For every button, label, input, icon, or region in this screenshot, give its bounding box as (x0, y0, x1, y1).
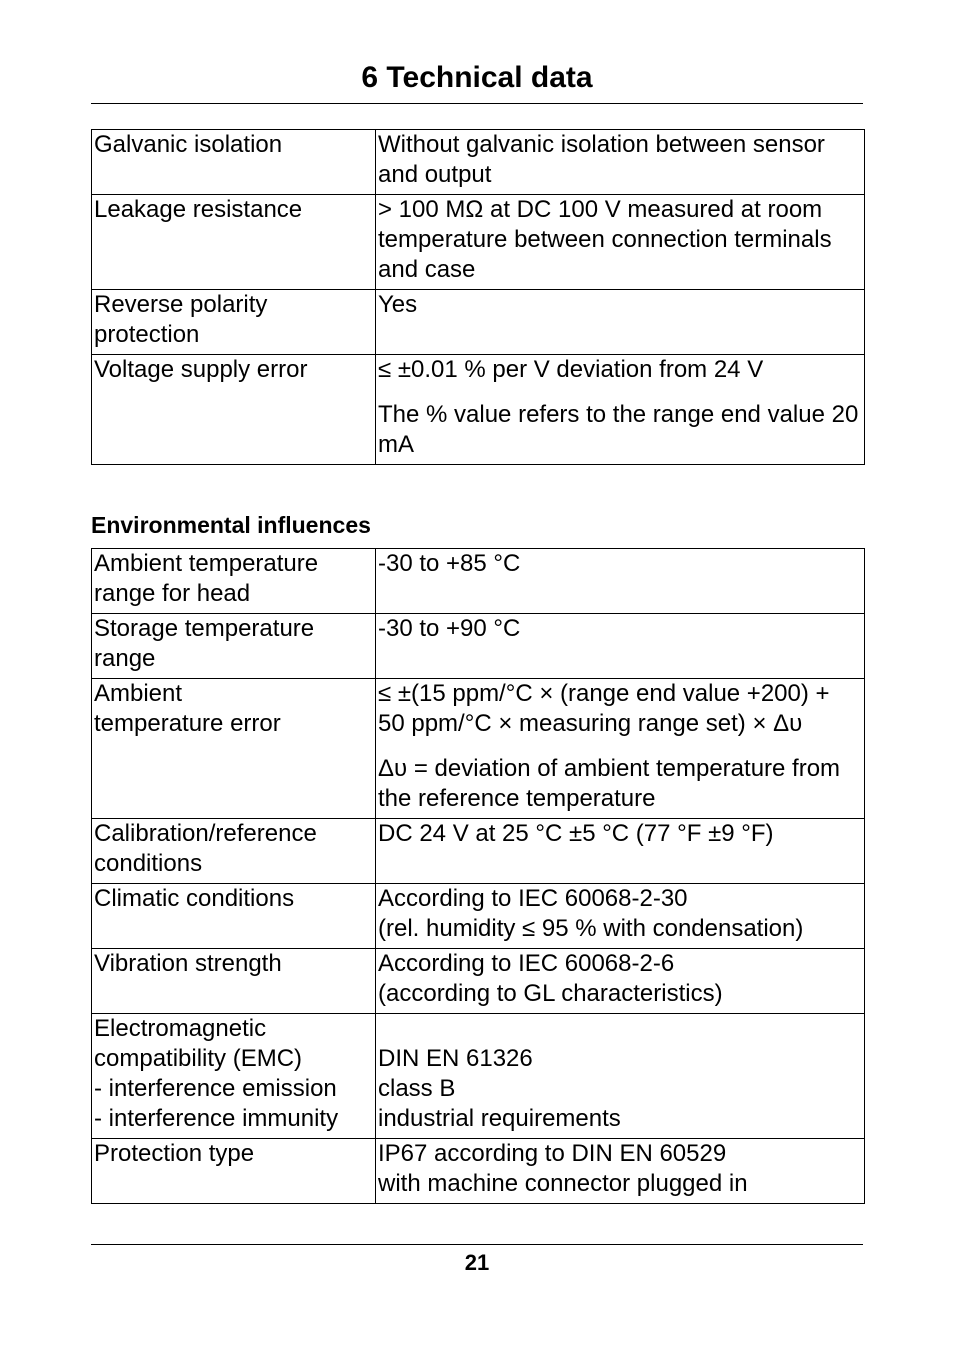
spec-label: Climatic conditions (92, 884, 376, 949)
spec-label: Electromagnetic compatibility (EMC) - interference emission - interference immunity (92, 1014, 376, 1139)
spec-value-text: Without galvanic isolation between sensor and output (378, 131, 825, 188)
spec-label: Voltage supply error (92, 355, 376, 465)
table-row (92, 949, 865, 1014)
spec-label: Vibration strength (92, 949, 376, 1014)
spec-value-note: Δυ = deviation of ambient temperature from the reference temperature (378, 755, 841, 812)
spec-label: Reverse polarity protection (92, 290, 376, 355)
spec-label: Ambient temperature error (92, 679, 376, 819)
spec-value-text: ≤ ±(15 ppm/°C × (range end value +200) + 50 ppm/°C × measuring range set) × Δυ (378, 680, 830, 737)
spec-value (376, 549, 865, 614)
spec-label: Protection type (92, 1139, 376, 1204)
table-row (92, 355, 865, 465)
spec-value-text: -30 to +85 °C (378, 550, 521, 577)
table-row (92, 884, 865, 949)
footer-rule (91, 1244, 863, 1245)
table-row (92, 195, 865, 290)
spec-value-text: DC 24 V at 25 °C ±5 °C (77 °F ±9 °F) (378, 820, 774, 847)
spec-value-text: According to IEC 60068-2-6 (according to GL characteristics) (378, 950, 723, 1007)
table-row (92, 549, 865, 614)
spec-label: Calibration/reference conditions (92, 819, 376, 884)
table-row (92, 614, 865, 679)
spec-value-text: ≤ ±0.01 % per V deviation from 24 V (378, 356, 764, 383)
spec-value (376, 130, 865, 195)
spec-table-general (91, 129, 865, 465)
spec-value-text: -30 to +90 °C (378, 615, 521, 642)
spec-value-note: The % value refers to the range end value 20 mA (378, 401, 859, 458)
table-row (92, 819, 865, 884)
spec-value (376, 884, 865, 949)
table-row (92, 1139, 865, 1204)
spec-value-text: DIN EN 61326 class B industrial requirements (378, 1045, 621, 1132)
table-row (92, 1014, 865, 1139)
spec-value-text: Yes (378, 291, 418, 318)
spec-value (376, 355, 865, 465)
page-number: 21 (464, 1250, 490, 1275)
page-title: 6 Technical data (361, 61, 593, 94)
header-rule (91, 103, 863, 104)
table-row (92, 290, 865, 355)
spec-value (376, 679, 865, 819)
spec-table-environmental (91, 548, 865, 1204)
table-row (92, 679, 865, 819)
spec-label: Ambient temperature range for head (92, 549, 376, 614)
spec-value-text: According to IEC 60068-2-30 (rel. humidity ≤ 95 % with condensation) (378, 885, 804, 942)
spec-value (376, 1014, 865, 1139)
spec-value (376, 1139, 865, 1204)
spec-value (376, 614, 865, 679)
spec-value-text: IP67 according to DIN EN 60529 with machine connector plugged in (378, 1140, 748, 1197)
spec-value (376, 949, 865, 1014)
section-heading: Environmental influences (91, 512, 371, 538)
spec-value-text: > 100 MΩ at DC 100 V measured at room temperature between connection terminals and case (378, 196, 832, 283)
spec-value (376, 195, 865, 290)
table-row (92, 130, 865, 195)
spec-label: Leakage resistance (92, 195, 376, 290)
spec-value (376, 290, 865, 355)
spec-label: Storage temperature range (92, 614, 376, 679)
spec-value (376, 819, 865, 884)
spec-label: Galvanic isolation (92, 130, 376, 195)
